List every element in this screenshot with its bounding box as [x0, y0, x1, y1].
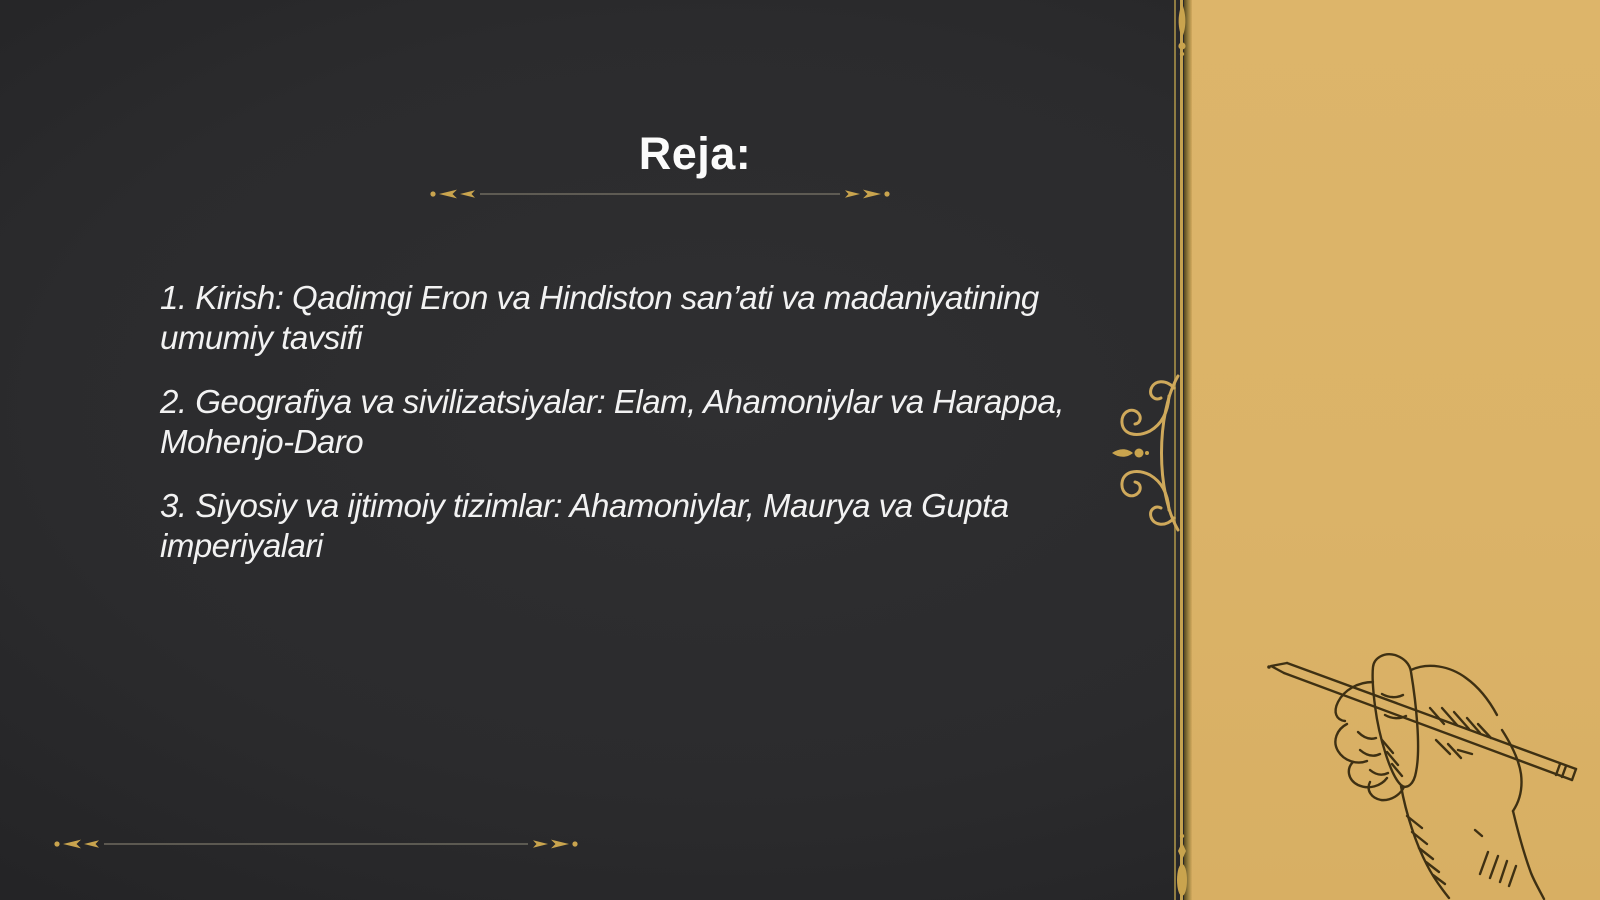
title-underline-ornament — [428, 187, 892, 201]
list-item-3 — [160, 486, 1170, 566]
list-item-line: umumiy tavsifi — [160, 319, 363, 356]
hand-pencil-illustration-icon — [1230, 620, 1600, 900]
list-item-2 — [160, 382, 1170, 462]
list-item-line: Mohenjo-Daro — [160, 423, 364, 460]
bead-finial-bottom-icon — [1172, 828, 1192, 900]
gold-panel-shadow-edge — [1184, 0, 1192, 900]
page-title: Reja: — [638, 128, 752, 179]
list-item-line: 3. Siyosiy va ijtimoiy tizimlar: Ahamoniylar, Maurya va Gupta — [160, 487, 1009, 524]
list-item-1 — [160, 278, 1170, 358]
agenda-list — [160, 278, 1170, 590]
list-item-line: 2. Geografiya va sivilizatsiyalar: Elam, Ahamoniylar va Harappa, — [160, 383, 1065, 420]
list-item-line: imperiyalari — [160, 527, 323, 564]
list-item-line: 1. Kirish: Qadimgi Eron va Hindiston san’ati va madaniyatining — [160, 279, 1039, 316]
bottom-rule-ornament — [52, 837, 580, 851]
spear-finial-top-icon — [1172, 2, 1192, 70]
